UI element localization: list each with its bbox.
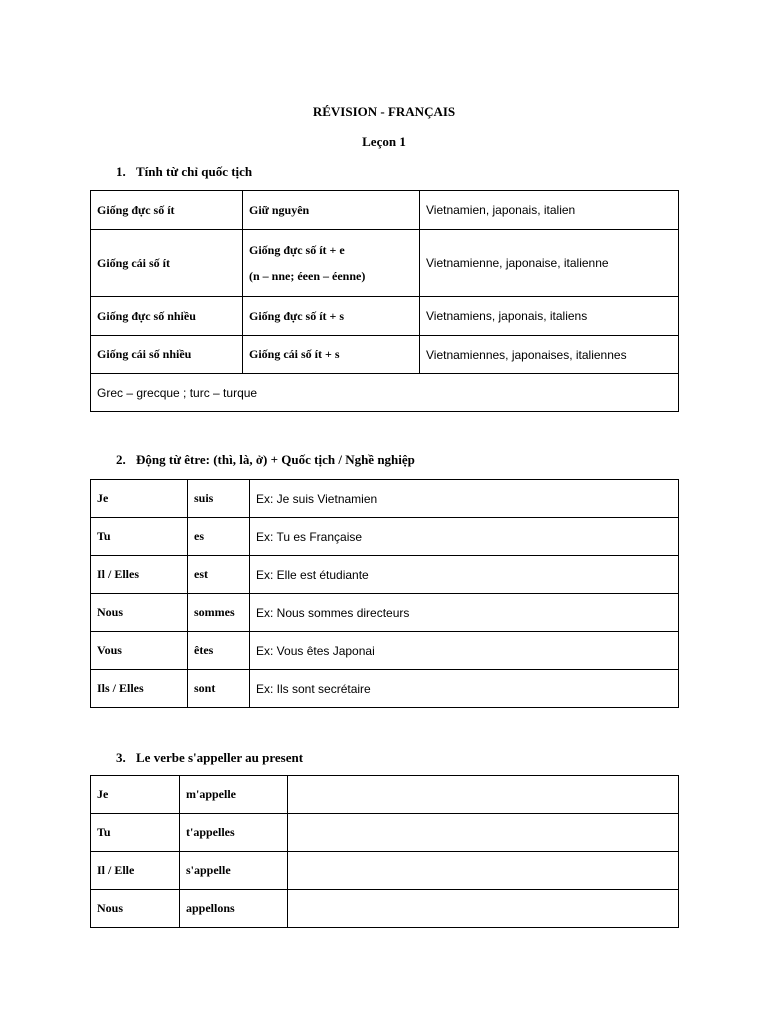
- lesson-title: Leçon 1: [362, 134, 406, 149]
- nationality-adjectives-table: [90, 190, 679, 412]
- section-2-number: 2.: [116, 452, 126, 467]
- section-3-heading: [116, 750, 303, 766]
- section-1-heading-text: Tính từ chỉ quốc tịch: [136, 164, 253, 179]
- table-cell: Je: [91, 776, 180, 814]
- table-row: [91, 297, 679, 336]
- cell-line: Giống đực số ít + s: [249, 308, 345, 323]
- section-1-number: 1.: [116, 164, 126, 179]
- table-cell: suis: [188, 480, 250, 518]
- table-cell: Il / Elle: [91, 852, 180, 890]
- table-cell: Vietnamien, japonais, italien: [420, 191, 679, 230]
- cell-line: Giống cái số ít + s: [249, 347, 340, 361]
- table-cell: Vous: [91, 632, 188, 670]
- table-cell-empty: [288, 852, 679, 890]
- table-cell: Nous: [91, 890, 180, 928]
- table-cell: Giống đực số ít: [91, 191, 243, 230]
- table-row: [91, 814, 679, 852]
- table-cell: Ex: Tu es Française: [250, 518, 679, 556]
- table-cell: est: [188, 556, 250, 594]
- table-cell: sont: [188, 670, 250, 708]
- cell-line: (n – nne; éeen – éenne): [249, 268, 366, 283]
- table-cell: Ex: Elle est étudiante: [250, 556, 679, 594]
- table-cell: appellons: [180, 890, 288, 928]
- table-row: [91, 336, 679, 374]
- table-cell: Nous: [91, 594, 188, 632]
- table-row: [91, 632, 679, 670]
- table-row: [91, 594, 679, 632]
- cell-line: Giống đực số ít + e: [249, 242, 345, 257]
- table-note: Grec – grecque ; turc – turque: [91, 374, 679, 412]
- section-1-heading: [116, 164, 252, 180]
- table-row: [91, 776, 679, 814]
- table-cell: Tu: [91, 814, 180, 852]
- table-cell: sommes: [188, 594, 250, 632]
- table-row: [91, 230, 679, 297]
- section-3-number: 3.: [116, 750, 126, 765]
- page-title: RÉVISION - FRANÇAIS: [312, 104, 456, 119]
- table-cell: [243, 336, 420, 374]
- appeler-conjugation-table: [90, 775, 679, 928]
- table-row: [91, 852, 679, 890]
- etre-conjugation-table: [90, 479, 679, 708]
- table-cell: [243, 191, 420, 230]
- table-cell: Vietnamiens, japonais, italiens: [420, 297, 679, 336]
- section-2-heading-text: Động từ être: (thì, là, ở) + Quốc tịch / Nghề nghiệp: [136, 452, 415, 467]
- table-cell-empty: [288, 890, 679, 928]
- section-3-heading-text: Le verbe s'appeller au present: [136, 750, 304, 765]
- table-cell: t'appelles: [180, 814, 288, 852]
- table-cell: Ex: Vous êtes Japonai: [250, 632, 679, 670]
- table-row: [91, 191, 679, 230]
- table-cell: Tu: [91, 518, 188, 556]
- table-cell: Ex: Je suis Vietnamien: [250, 480, 679, 518]
- table-cell: es: [188, 518, 250, 556]
- table-cell: Giống cái số ít: [91, 230, 243, 297]
- table-cell: Ils / Elles: [91, 670, 188, 708]
- table-row: [91, 480, 679, 518]
- table-cell: [243, 297, 420, 336]
- cell-line: Giữ nguyên: [249, 202, 310, 217]
- table-cell: Il / Elles: [91, 556, 188, 594]
- table-cell: Giống cái số nhiều: [91, 336, 243, 374]
- table-cell: Ex: Ils sont secrétaire: [250, 670, 679, 708]
- table-cell: Ex: Nous sommes directeurs: [250, 594, 679, 632]
- table-row: [91, 374, 679, 412]
- table-cell-empty: [288, 814, 679, 852]
- table-cell: Vietnamiennes, japonaises, italiennes: [420, 336, 679, 374]
- table-cell: Vietnamienne, japonaise, italienne: [420, 230, 679, 297]
- table-cell: êtes: [188, 632, 250, 670]
- table-cell: m'appelle: [180, 776, 288, 814]
- table-cell: Giống đực số nhiều: [91, 297, 243, 336]
- table-cell: Je: [91, 480, 188, 518]
- table-cell: [243, 230, 420, 297]
- table-cell-empty: [288, 776, 679, 814]
- section-2-heading: [116, 452, 415, 468]
- table-row: [91, 518, 679, 556]
- table-row: [91, 556, 679, 594]
- table-cell: s'appelle: [180, 852, 288, 890]
- table-row: [91, 890, 679, 928]
- table-row: [91, 670, 679, 708]
